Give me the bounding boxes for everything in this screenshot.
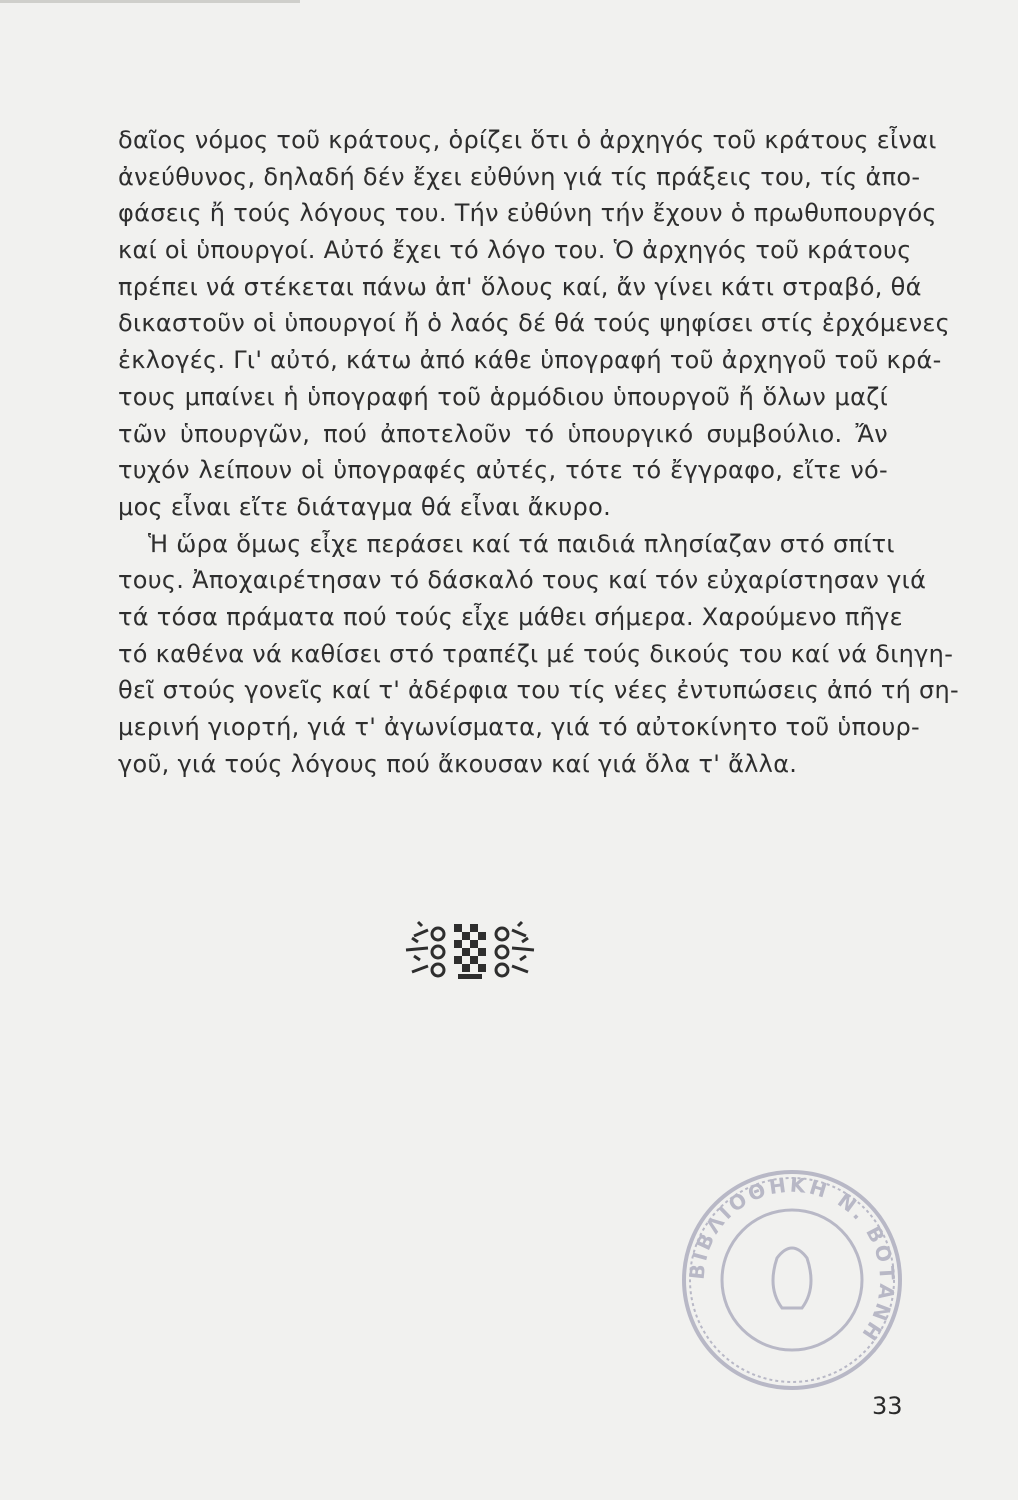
page-number: 33 [872, 1392, 903, 1420]
text-line: τά τόσα πράματα πού τούς εἶχε μάθει σήμερα. Χαρούμενο πῆγε [118, 602, 903, 631]
svg-text:ΒΙΒΛΙΟΘΗΚΗ Ν. ΒΟΤΑΝΗ [685, 1173, 900, 1348]
ornament-icon [398, 916, 542, 988]
text-line: Ἡ ὥρα ὅμως εἶχε περάσει καί τά παιδιά πλησίαζαν στό σπίτι [148, 529, 895, 558]
text-line: θεῖ στούς γονεῖς καί τ' ἀδέρφια του τίς νέες ἐντυπώσεις ἀπό τή ση- [118, 676, 959, 705]
text-line: φάσεις ἤ τούς λόγους του. Τήν εὐθύνη τήν ἔχουν ὁ πρωθυπουργός [118, 199, 937, 228]
text-line: τῶν ὑπουργῶν, πού ἀποτελοῦν τό ὑπουργικό συμβούλιο. Ἄν [118, 419, 888, 448]
text-line: πρέπει νά στέκεται πάνω ἀπ' ὅλους καί, ἄν γίνει κάτι στραβό, θά [118, 272, 922, 301]
text-line: τους. Ἀποχαιρέτησαν τό δάσκαλό τους καί τόν εὐχαρίστησαν γιά [118, 566, 927, 595]
top-edge-rule [0, 0, 300, 3]
body-text [118, 122, 959, 782]
text-line: δαῖος νόμος τοῦ κράτους, ὁρίζει ὅτι ὁ ἀρχηγός τοῦ κράτους εἶναι [118, 126, 937, 154]
text-line: τό καθένα νά καθίσει στό τραπέζι μέ τούς δικούς του καί νά διηγη- [118, 639, 954, 668]
text-line: μος εἶναι εἴτε διάταγμα θά εἶναι ἄκυρο. [118, 492, 612, 521]
library-stamp-icon [672, 1160, 912, 1400]
text-line: τους μπαίνει ἡ ὑπογραφή τοῦ ἁρμόδιου ὑπουργοῦ ἤ ὅλων μαζί [118, 382, 888, 411]
stamp-text: ΒΙΒΛΙΟΘΗΚΗ Ν. ΒΟΤΑΝΗ [684, 1172, 900, 1348]
text-line: ἀνεύθυνος, δηλαδή δέν ἔχει εὐθύνη γιά τίς πράξεις του, τίς ἀπο- [118, 162, 921, 191]
text-line: τυχόν λείπουν οἱ ὑπογραφές αὐτές, τότε τό ἔγγραφο, εἴτε νό- [118, 456, 888, 485]
text-line: καί οἱ ὑπουργοί. Αὐτό ἔχει τό λόγο του. Ὁ ἀρχηγός τοῦ κράτους [118, 236, 912, 265]
text-line: δικαστοῦν οἱ ὑπουργοί ἤ ὁ λαός δέ θά τούς ψηφίσει στίς ἐρχόμενες [118, 309, 951, 338]
text-line: γοῦ, γιά τούς λόγους πού ἄκουσαν καί γιά ὅλα τ' ἄλλα. [118, 749, 798, 778]
text-line: ἐκλογές. Γι' αὐτό, κάτω ἀπό κάθε ὑπογραφή τοῦ ἀρχηγοῦ τοῦ κρά- [118, 346, 942, 375]
text-line: μερινή γιορτή, γιά τ' ἀγωνίσματα, γιά τό αὐτοκίνητο τοῦ ὑπουρ- [118, 713, 920, 741]
